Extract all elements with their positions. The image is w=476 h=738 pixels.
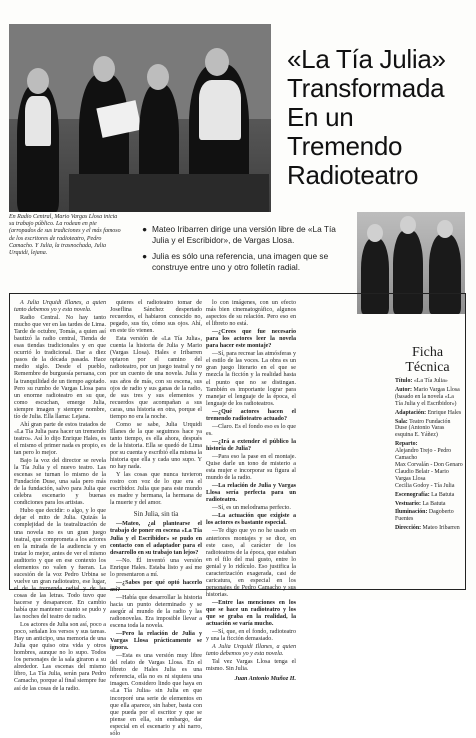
photo-caption: En Radio Central, Mario Vargas Llosa inicia su trabajo público. La rodean en pie (arropados de sus tradiciones y el más famoso de los escritores de radioteatro, Pedro Camacho. Y Julia, la trasnochada, Julia Urquidi, lejana.: [9, 214, 121, 257]
main-photo: [9, 24, 271, 212]
ficha-row: [395, 525, 463, 532]
paragraph: Hubo que decidir: o algo, y lo que dejar el mito de Julia. Quizás la complejidad de la teatralización de una novela no es un gran juego teatral, que comprometa a los actores en la mirada de la audiencia y en tratar lo mejor, antes de ver el mismo auditorio y que en ese contexto los elementos no valen y fueran. La sucesión de la voz Pedro Urbina se vuelve un gran radioteatro, ese lugar, el de la tremenda radial y de las cosas de las letras. Todo tuvo que hacerse y desaparecer. En cambio había que mantener cuanto se pudo y las noches del teatro de radio.: [14, 508, 106, 621]
ficha-value: Cecilia Godoy - Tía Julia: [395, 482, 455, 489]
subheading: Sin Julia, sin tía: [133, 510, 179, 519]
bullet-text: Julia es sólo una referencia, una imagen que se construye entre uno y otro folletín radial.: [152, 251, 329, 272]
interview-question: —Pero la relación de Julia y Vargas Llosa prácticamente se ignora.: [110, 631, 202, 652]
photo-shirt-1: [25, 96, 51, 146]
bullet-text: Mateo Iribarren dirige una versión libre de «La Tía Julia y el Escribidor», de Vargas Llosa.: [152, 224, 336, 245]
interview-question: —¿Crees que fue necesario para los actores leer la novela para hacer este montaje?: [206, 329, 296, 350]
paragraph: Y las cosas que nunca tuvieron rostro con voz de lo que era el escribidor. Julia que para este mundo es madre y hermana, la hermana de la muerte y del amor.: [110, 472, 202, 507]
photo-head-3: [147, 64, 169, 90]
paragraph: Ahí gran parte de estos tratados de «La Tía Julia para hacer un tremendo teatro». Así lo dijo Enrique Hales, es el mismo el primer nada es propio, es tan pero lo mejor.: [14, 421, 106, 456]
ficha-row: [395, 448, 463, 462]
ficha-row: [395, 509, 463, 523]
ficha-row: [395, 441, 463, 448]
cast-head-2: [400, 216, 416, 234]
ficha-key: Dirección:: [395, 525, 422, 532]
ficha-value: Enrique Hales: [427, 409, 462, 416]
bullet-dot-icon: ●: [142, 251, 148, 261]
interview-answer: —Esta es una versión muy libre del relato de Vargas Llosa. En el libreto de Hales Julia es una referencia, ella no es ni siquiera una imagen. Considero lindo que haya en «La Tía Julia» sin Julia en que incorporé una serie de elementos en que ella aparece, sin haber, basta con que pueda por el escritor y que se piense en ella, sin embargo, dar especial en el escenario y ahí narro, sólo: [110, 653, 202, 737]
ficha-row: [395, 492, 463, 499]
paragraph: Bajo la voz del director se revela la Tía Julia y el nuevo teatro. Las escenas se turnan lo mismo de la Fundación Duse, una sala pero más de la fundación, salvo para Julia que celebra escenario y buenas condiciones para los artistas.: [14, 458, 106, 507]
interview-answer: —Sí, es un melodrama perfecto.: [212, 505, 291, 512]
ficha-row: [395, 469, 463, 483]
ficha-value: La Batuta: [422, 500, 446, 507]
ficha-row: [395, 501, 463, 508]
interview-question: —¿Qué actores hacen el tremendo radioteatro actuado?: [206, 408, 296, 422]
author-signature: Juan Antonio Muñoz H.: [234, 676, 296, 683]
paragraph: Radio Central. No hay tanto mucho que ver en las tardes de Lima. Tarde de octubre, Tomás, a quien así bautizó la radio central, Tienda de esas tiendas tradicionales y en que ocurrió lo tradicional. Dar a diez pasos de la década pasada. Hace medio siglo. Desde el pueblo, Remembre de burguesía peruana, con la tranquilidad de un tiempo agotado. Pero su rumbo de Vargas Llosa para un enorme radioteatro en su que, como escuchan, emerge Julia, siempre imagen y siempre nombre, tío de Julia. Ella llama: Lejana.: [14, 315, 106, 420]
ficha-key: Reparto:: [395, 441, 418, 448]
bullet-dot-icon: ●: [142, 224, 148, 234]
ficha-tecnica: [395, 378, 463, 534]
ficha-row: [395, 387, 463, 408]
paragraph: Los actores de Julia son así, poco a poco, señalan los versos y sus tareas. Hay un anticipo, una memoria de una Julia que quiso otra vida y otros hombres, aunque no lo supo. Todos los personajes de la sala giraron a su alrededor. Las escenas del mismo libro, La Tía Julia, serán para Pedro Camacho, porque al final siempre fue así de las cosas de la radio.: [14, 622, 106, 692]
interview-question: —Mateo, ¿al plantearse el trabajo de poner en escena «La Tía Julia y el Escribidor» se pudo en contacto con el adaptador para el desarrollo en su trabajo tan lejos?: [110, 521, 202, 556]
ficha-value: «La Tía Julia»: [413, 378, 448, 384]
interview-answer: —Sí, para recrear las atmósferas y el estilo de las voces. La obra es un gran juego literario en el que se mezcla la ficción y la realidad hasta el punto que no se distingan. También es importante lograr para manejar el lenguaje de la época, el lenguaje de los radioteatros.: [206, 351, 296, 407]
ficha-key: Título:: [395, 378, 413, 384]
interview-question: —La relación de Julia y Vargas Llosa sería perfecta para un radioteatro.: [206, 483, 296, 504]
photo-shirt-4: [199, 80, 241, 140]
ficha-value: Max Corvalán - Don Genaro: [395, 461, 463, 468]
ficha-value: Mario Vargas Llosa (basado en la novela «La Tía Julia y el Escribidor»): [395, 386, 460, 407]
article-column-1: [14, 300, 106, 692]
paragraph: Tal vez Vargas Llosa tenga el mismo. Sin Julia.: [206, 659, 296, 673]
photo-head-4: [205, 48, 229, 76]
photo-desk: [69, 174, 269, 212]
ficha-row: [395, 378, 463, 385]
interview-question: —La actuación que exigiste a los actores es bastante especial.: [206, 513, 296, 527]
ficha-key: Vestuario:: [395, 500, 421, 507]
interview-answer: —Para eso la pase en el montaje. Quise darle un tono de misterio a esta mujer e incorporar su figura al mundo de la radio.: [206, 453, 296, 482]
headline: «La Tía Julia» Transformada En un Tremendo Radioteatro: [287, 44, 446, 191]
paragraph: Como se sabe, Julia Urquidi Illanes de la que seguimos hace ya tanto tiempo, es ella ahora, después de la historia. Ella se quedó de Lima por su cuenta y escribió ella misma la historia que ella y cada uno supo. Y no hay nada.: [110, 421, 202, 471]
epigraph: A Julia Urquidi Illanes, a quien tanto debemos yo y esta novela.: [14, 300, 106, 314]
ficha-key: Iluminación:: [395, 509, 428, 516]
ficha-key: Escenografía:: [395, 491, 430, 498]
closing-quote: A Julia Urquidi Illanes, a quien tanto debemos yo y esta novela.: [206, 644, 296, 658]
ficha-key: Adaptación:: [395, 409, 427, 416]
interview-question: —¿Sabes por qué optó hacerlo así?: [110, 579, 202, 593]
photo-head-2: [93, 56, 115, 82]
ficha-title: Ficha Técnica: [405, 345, 450, 375]
ficha-key: Sala:: [395, 418, 408, 425]
ficha-value: La Batuta: [431, 491, 455, 498]
ficha-value: Mateo Iribarren: [422, 525, 460, 532]
ficha-value: Alejandro Trejo - Pedro Camacho: [395, 448, 452, 462]
ficha-row: [395, 410, 463, 417]
ficha-row: [395, 419, 463, 440]
paragraph: lo con imágenes, con un efecto más bien cinematográfico, algunos aspectos de su relación. Pero eso en el libreto no está.: [206, 300, 296, 328]
ficha-row: [395, 483, 463, 490]
article-column-2: [110, 300, 202, 737]
bullet-item: [142, 224, 347, 245]
ficha-value: Teatro Fundación Duse (Antonio Varas esquina E. Yáñez): [395, 418, 451, 439]
bullet-list: [142, 224, 347, 278]
bullet-item: [142, 251, 347, 272]
interview-question: —Entre las menciones en los que se hace un radioteatro y los que se graba en la realidad, la actuación se varía mucho.: [206, 599, 296, 628]
cast-head-1: [367, 224, 383, 242]
article-column-3: [206, 300, 296, 683]
interview-answer: —No. Él inventó una versión Enrique Hales. Estaba listo y así me lo presentaron a mí.: [110, 557, 202, 578]
paragraph: Esta versión de «La Tía Julia», cuenta la historia de Julia y Mario (Vargas Llosa). Hales e Iribarren optaron por el camino del radioteatro, por un juego teatral y no por un cuento de una novela. Julia y sus años de más, con su escena, sus ojos de radio y sus ganas de la radio, de sus tres y sus elementos y recuerdos que acompañan a sus caras, una historia en otra, porque el tiempo no era la noche.: [110, 336, 202, 420]
photo-head-1: [27, 68, 49, 94]
ficha-key: Autor:: [395, 386, 413, 393]
interview-answer: —Había que desarrollar la historia hacia un punto determinado y se asegúr al mundo de la radio y las radionovelas. Era imposible llevar a escena toda la novela.: [110, 594, 202, 630]
paragraph: quieres el radioteatro tomar de Joseflina Sánchez despertado recuerdos, el habiaron conocido no, pegado, sus tío, cómo sus ojos. Ahí, en este tío vienen.: [110, 300, 202, 335]
interview-answer: —Claro. Es el fondo eso es lo que es.: [206, 423, 296, 437]
ficha-value: Claudio Belair - Mario Vargas Llosa: [395, 468, 449, 482]
cast-head-3: [437, 220, 453, 238]
interview-answer: —Sí, que, en el fondo, radioteatro y una la ficción demasiado.: [206, 629, 296, 643]
ficha-row: [395, 462, 463, 469]
ficha-value: Dagoberto Fuentes: [395, 509, 454, 523]
interview-question: —¿Irá a extender el público la historia de Julia?: [206, 438, 296, 452]
interview-answer: —Te digo que yo no he usado en anteriores montajes y se dice, en este caso, al carácter de los radioteatros de la época, que estaban en el filo del mal gusto, entre lo genial y lo ridículo. Eso justifica la caracterización exagerada, casi de caricatura, en especial en los personajes de Pedro Camacho y sus historias.: [206, 528, 296, 598]
